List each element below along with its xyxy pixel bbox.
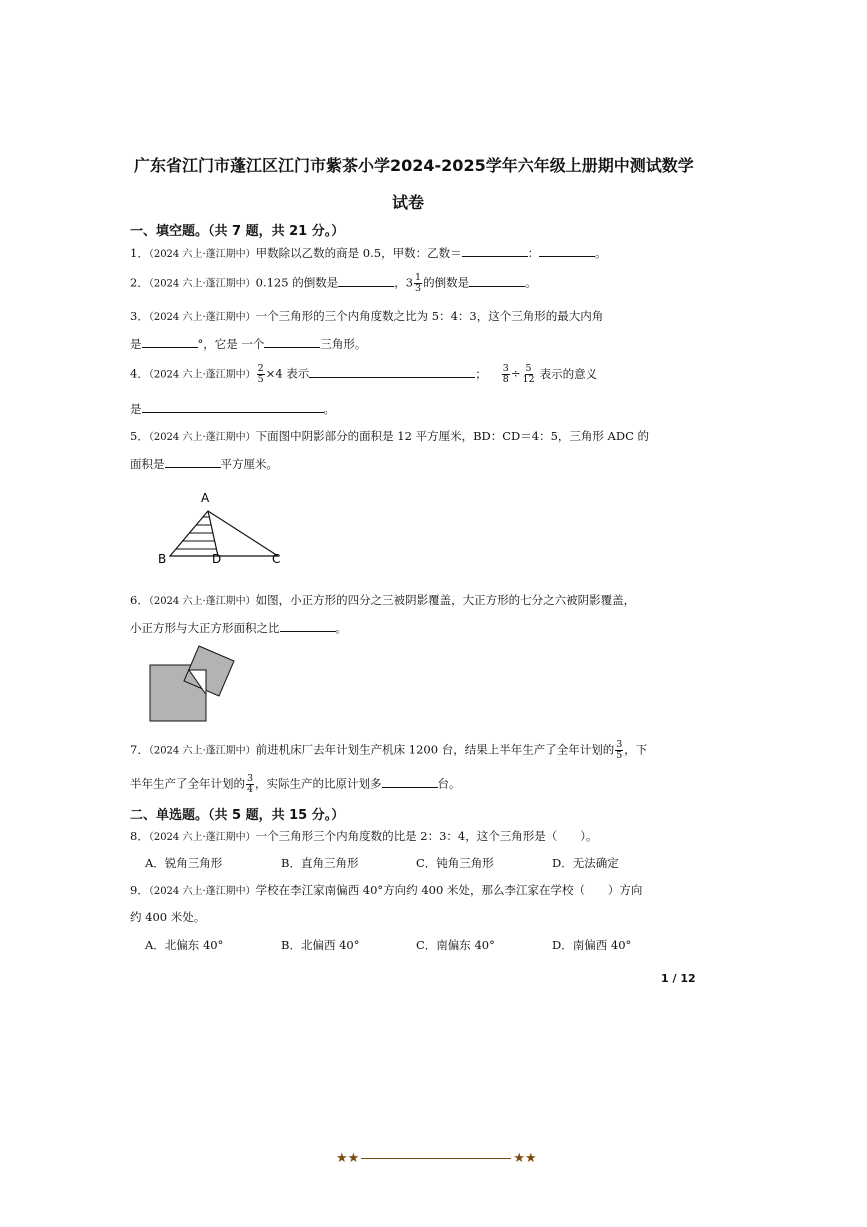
footer-ornament — [336, 1151, 537, 1166]
question-number: 4． — [130, 366, 149, 381]
fraction — [502, 364, 510, 385]
question-number: 5． — [130, 429, 149, 443]
question-number: 2． — [130, 275, 149, 290]
denominator: 5 — [616, 750, 623, 761]
numerator: 3 — [616, 739, 623, 750]
label-c: C — [272, 552, 281, 566]
label-b: B — [158, 552, 167, 566]
exam-title-line1: 广东省江门市蓬江区江门市紫茶小学2024-2025学年六年级上册期中测试数学 — [134, 156, 694, 175]
question-text: 台。 — [437, 776, 461, 791]
question-3 — [130, 308, 603, 324]
question-text: 下面图中阴影部分的面积是 12 平方厘米，BD：CD＝4：5，三角形 ADC 的 — [255, 429, 650, 443]
answer-blank[interactable] — [142, 400, 324, 413]
question-5 — [130, 428, 649, 444]
source-tag: （2024 六上·蓬江期中） — [148, 886, 256, 897]
comma: ， — [394, 275, 406, 290]
mixed-number-whole: 3 — [405, 275, 414, 290]
question-text: ×4 表示 — [265, 366, 310, 381]
exam-title-line2: 试卷 — [392, 193, 425, 212]
question-number: 6． — [130, 593, 149, 607]
question-text: 平方厘米。 — [220, 457, 278, 471]
numerator: 3 — [502, 363, 509, 374]
period: 。 — [335, 621, 347, 635]
question-4-line2 — [130, 400, 335, 417]
question-6 — [130, 592, 635, 608]
question-number: 9． — [130, 883, 149, 897]
colon: ： — [527, 246, 540, 260]
question-text: 半年生产了全年计划的 — [130, 776, 245, 791]
option-a[interactable]: A．锐角三角形 — [145, 856, 223, 870]
question-number: 3． — [130, 309, 149, 323]
label-a: A — [201, 491, 210, 505]
question-7 — [130, 740, 647, 761]
question-8 — [130, 828, 598, 844]
question-text: 是 — [130, 402, 142, 416]
divide-sign: ÷ — [510, 366, 521, 381]
question-text: 学校在李江家南偏西 40°方向约 400 米处，那么李江家在学校（ ）方向 — [255, 883, 643, 897]
question-text: 三角形。 — [320, 337, 367, 351]
answer-blank[interactable] — [264, 335, 320, 348]
denominator: 5 — [257, 374, 264, 385]
question-text: 如图，小正方形的四分之三被阴影覆盖，大正方形的七分之六被阴影覆盖， — [255, 593, 636, 607]
numerator: 1 — [415, 272, 422, 283]
source-tag: （2024 六上·蓬江期中） — [148, 596, 256, 607]
source-tag: （2024 六上·蓬江期中） — [148, 369, 256, 381]
question-text: 表示的意义 — [539, 366, 598, 381]
question-text: °，它是 一个 — [197, 337, 265, 351]
question-text: 一个三角形三个内角度数的比是 2：3：4，这个三角形是（ ）。 — [255, 829, 598, 843]
question-4 — [130, 364, 597, 385]
squares-figure — [148, 642, 240, 724]
label-d: D — [212, 552, 222, 566]
semicolon: ； — [475, 366, 487, 381]
question-text: 0.125 的倒数是 — [255, 275, 339, 290]
fraction — [414, 273, 422, 294]
option-a[interactable]: A．北偏东 40° — [145, 938, 224, 952]
source-tag: （2024 六上·蓬江期中） — [148, 249, 256, 260]
numerator: 5 — [525, 363, 532, 374]
triangle-figure — [150, 485, 300, 570]
star-icon: ★★ — [513, 1151, 537, 1166]
question-5-line2 — [130, 455, 278, 472]
answer-blank[interactable] — [309, 365, 475, 378]
option-d[interactable]: D．无法确定 — [552, 856, 619, 870]
question-text: 面积是 — [130, 457, 165, 471]
answer-blank[interactable] — [382, 775, 438, 788]
question-text: 小正方形与大正方形面积之比 — [130, 621, 280, 635]
question-text: 甲数除以乙数的商是 0.5，甲数：乙数＝ — [255, 246, 462, 260]
question-text: 是 — [130, 337, 142, 351]
answer-blank[interactable] — [142, 335, 198, 348]
answer-blank[interactable] — [280, 619, 336, 632]
source-tag: （2024 六上·蓬江期中） — [148, 832, 256, 843]
answer-blank[interactable] — [469, 274, 525, 287]
answer-blank[interactable] — [462, 244, 528, 257]
source-tag: （2024 六上·蓬江期中） — [148, 278, 256, 290]
numerator: 3 — [247, 773, 254, 784]
period: 。 — [595, 246, 607, 260]
section-heading-fill-in: 一、填空题。（共 7 题，共 21 分。） — [130, 224, 345, 239]
question-2 — [130, 273, 537, 294]
page-number: 1 / 12 — [661, 972, 696, 985]
question-text: ，实际生产的比原计划多 — [255, 776, 382, 791]
question-9-line2: 约 400 米处。 — [130, 910, 206, 924]
question-number: 1． — [130, 246, 149, 260]
question-number: 7． — [130, 742, 149, 757]
question-text: 前进机床厂去年计划生产机床 1200 台，结果上半年生产了全年计划的 — [255, 742, 615, 757]
period: 。 — [323, 402, 335, 416]
question-text: ，下 — [624, 742, 648, 757]
fraction — [521, 364, 535, 385]
question-7-line2 — [130, 774, 461, 795]
fraction — [246, 774, 254, 795]
fraction — [257, 364, 265, 385]
source-tag: （2024 六上·蓬江期中） — [148, 432, 256, 443]
star-icon: ★★ — [336, 1151, 360, 1166]
question-1 — [130, 244, 607, 261]
denominator: 8 — [502, 374, 509, 385]
denominator: 12 — [522, 374, 535, 385]
source-tag: （2024 六上·蓬江期中） — [148, 745, 256, 757]
fraction — [615, 740, 623, 761]
option-d[interactable]: D．南偏西 40° — [552, 938, 632, 952]
question-text: 的倒数是 — [423, 275, 470, 290]
question-6-line2 — [130, 619, 347, 636]
answer-blank[interactable] — [165, 455, 221, 468]
option-b[interactable]: B．直角三角形 — [281, 856, 359, 870]
section-heading-single-choice: 二、单选题。（共 5 题，共 15 分。） — [130, 808, 345, 823]
question-number: 8． — [130, 829, 149, 843]
question-text: 一个三角形的三个内角度数之比为 5：4：3，这个三角形的最大内角 — [255, 309, 604, 323]
option-b[interactable]: B．北偏西 40° — [281, 938, 360, 952]
denominator: 4 — [247, 784, 254, 795]
source-tag: （2024 六上·蓬江期中） — [148, 312, 256, 323]
option-c[interactable]: C．南偏东 40° — [416, 938, 495, 952]
answer-blank[interactable] — [338, 274, 394, 287]
period: 。 — [525, 275, 537, 290]
answer-blank[interactable] — [539, 244, 595, 257]
numerator: 2 — [257, 363, 264, 374]
denominator: 3 — [415, 283, 422, 294]
footer-divider — [361, 1158, 511, 1159]
option-c[interactable]: C．钝角三角形 — [416, 856, 494, 870]
question-9 — [130, 882, 642, 898]
question-3-line2 — [130, 335, 366, 352]
